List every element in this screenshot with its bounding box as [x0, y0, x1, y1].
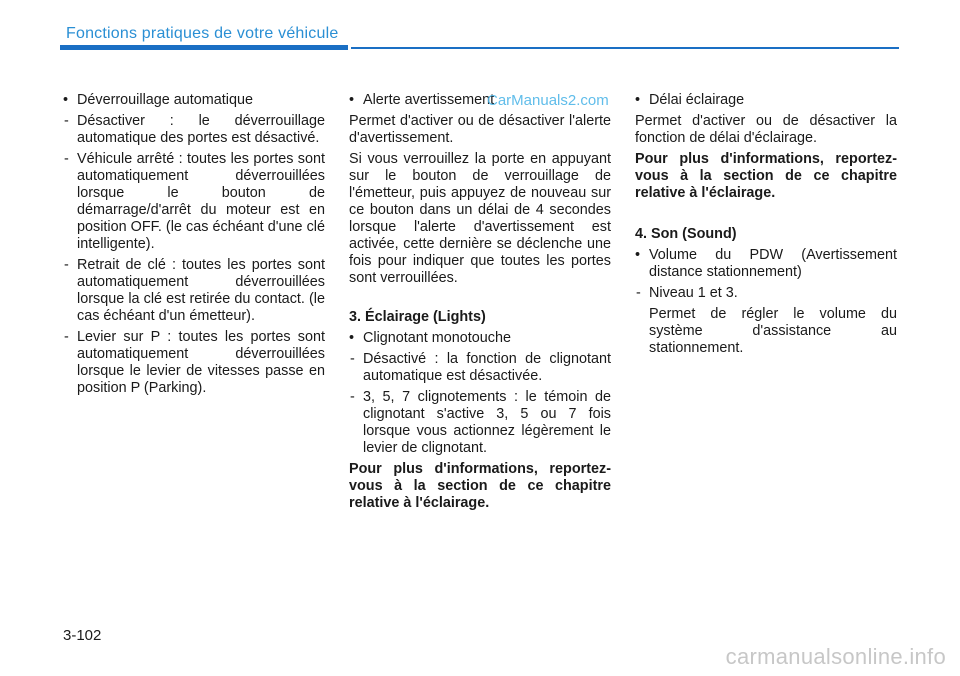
bullet-item: • Délai éclairage	[635, 92, 897, 109]
reference-note: Pour plus d'informations, reportez-vous à la section de ce chapitre relative à l'éclairage.	[349, 461, 611, 511]
section-header-title: Fonctions pratiques de votre véhicule	[66, 25, 339, 42]
header-rule-thick	[60, 45, 348, 50]
section-heading: 4. Son (Sound)	[635, 226, 737, 242]
dash-item: - Désactivé : la fonction de clignotant automatique est désactivée.	[349, 351, 611, 385]
dash-item: - Retrait de clé : toutes les portes sont automatiquement déverrouillées lorsque la clé est retirée du contact. (le cas échéant d'un émetteur).	[63, 257, 325, 325]
paragraph: Permet d'activer ou de désactiver l'alerte d'avertissement.	[349, 113, 611, 146]
text-column-1	[63, 92, 325, 401]
dash-item: - Désactiver : le déverrouillage automatique des portes est désactivé.	[63, 113, 325, 147]
reference-note: Pour plus d'informations, reportez-vous à la section de ce chapitre relative à l'éclairage.	[635, 151, 897, 201]
page-number: 3-102	[63, 627, 102, 644]
header-rule-thin	[351, 47, 899, 49]
text-column-3	[635, 92, 897, 361]
dash-item: - Véhicule arrêté : toutes les portes sont automatiquement déverrouillées lorsque le bouton de démarrage/d'arrêt du moteur est en position OFF. (le cas échéant d'une clé intelligente).	[63, 151, 325, 253]
paragraph: Permet d'activer ou de désactiver la fonction de délai d'éclairage.	[635, 113, 897, 146]
watermark-top: CarManuals2.com	[487, 92, 609, 109]
watermark-bottom: carmanualsonline.info	[725, 644, 946, 669]
bullet-item: • Alerte avertissement	[349, 92, 611, 109]
paragraph-indented: Permet de régler le volume du système d'assistance au stationnement.	[649, 306, 897, 356]
dash-item: - Levier sur P : toutes les portes sont automatiquement déverrouillées lorsque le levier de vitesses passe en position P (Parking).	[63, 329, 325, 397]
bullet-item: • Déverrouillage automatique	[63, 92, 325, 109]
dash-item: - Niveau 1 et 3.	[635, 285, 897, 302]
section-heading: 3. Éclairage (Lights)	[349, 309, 486, 325]
bullet-item: • Volume du PDW (Avertissement distance stationnement)	[635, 247, 897, 281]
bullet-item: • Clignotant monotouche	[349, 330, 611, 347]
dash-item: - 3, 5, 7 clignotements : le témoin de clignotant s'active 3, 5 ou 7 fois lorsque vous actionnez légèrement le levier de clignotant.	[349, 389, 611, 457]
paragraph: Si vous verrouillez la porte en appuyant sur le bouton de verrouillage de l'émetteur, puis appuyez de nouveau sur ce bouton dans un délai de 4 secondes lorsque l'alerte d'avertissement est activée, cette dernière se déclenche une fois pour indiquer que toutes les portes sont verrouillées.	[349, 151, 611, 286]
text-column-2	[349, 92, 611, 516]
